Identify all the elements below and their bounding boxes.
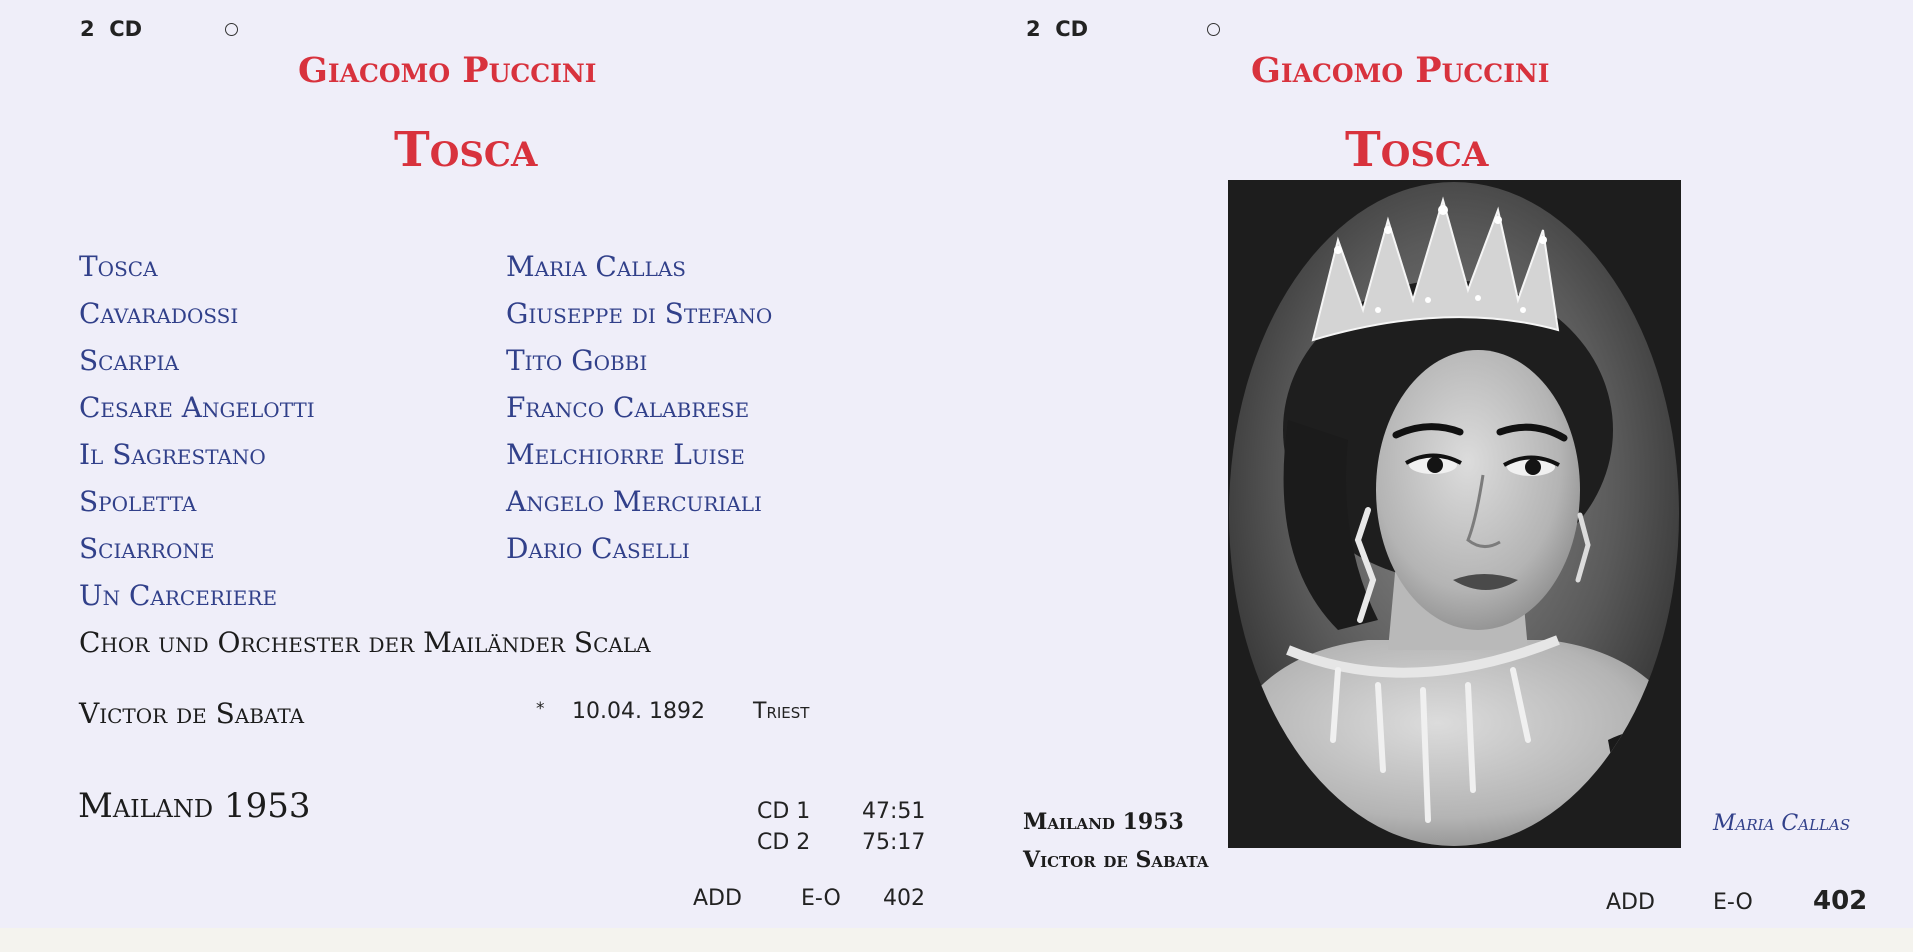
cast-singer: Maria Callas [506, 250, 686, 283]
circle-icon [225, 23, 238, 36]
right-panel [955, 0, 1913, 952]
portrait-illustration [1228, 180, 1681, 848]
birth-date: 10.04. 1892 [572, 699, 705, 724]
track-duration: 47:51 [862, 799, 926, 824]
disc-count-label [1026, 17, 1088, 41]
cast-role: Cesare Angelotti [79, 391, 315, 424]
cast-singer: Angelo Mercuriali [506, 485, 762, 518]
birth-mark: * [536, 699, 545, 719]
disc-unit: CD [109, 17, 143, 41]
track-label: CD 2 [757, 830, 811, 855]
recording-code: ADD [1606, 890, 1655, 915]
left-panel [0, 0, 955, 952]
disc-unit: CD [1055, 17, 1089, 41]
catalog-number: 402 [883, 886, 925, 911]
conductor-credit: Victor de Sabata [1023, 847, 1209, 873]
disc-count-label [80, 17, 142, 41]
track-label: CD 1 [757, 799, 811, 824]
ensemble-credit: Chor und Orchester der Mailänder Scala [79, 626, 651, 659]
portrait-photo [1228, 180, 1681, 848]
cast-role: Il Sagrestano [79, 438, 266, 471]
label-code: E-O [801, 886, 841, 911]
disc-count: 2 [80, 17, 95, 41]
cast-singer: Tito Gobbi [506, 344, 648, 377]
cast-singer: Giuseppe di Stefano [506, 297, 773, 330]
photo-caption: Maria Callas [1713, 811, 1851, 836]
conductor-credit: Victor de Sabata [79, 697, 305, 730]
recording-location: Mailand 1953 [78, 786, 311, 826]
label-code: E-O [1713, 890, 1753, 915]
catalog-number: 402 [1813, 886, 1868, 916]
cast-singer: Franco Calabrese [506, 391, 750, 424]
cast-role: Tosca [79, 250, 158, 283]
cast-role: Cavaradossi [79, 297, 239, 330]
opera-title: Tosca [1345, 122, 1489, 178]
cast-singer: Melchiorre Luise [506, 438, 745, 471]
composer-title: Giacomo Puccini [298, 50, 597, 91]
recording-location: Mailand 1953 [1023, 809, 1184, 835]
composer-title: Giacomo Puccini [1251, 50, 1550, 91]
cast-singer: Dario Caselli [506, 532, 690, 565]
disc-count: 2 [1026, 17, 1041, 41]
opera-title: Tosca [394, 122, 538, 178]
circle-icon [1207, 23, 1220, 36]
cast-role: Un Carceriere [79, 579, 278, 612]
cast-role: Scarpia [79, 344, 179, 377]
cast-role: Sciarrone [79, 532, 215, 565]
birth-place: Triest [753, 699, 810, 724]
track-duration: 75:17 [862, 830, 926, 855]
recording-code: ADD [693, 886, 742, 911]
bottom-margin-strip [0, 928, 1913, 952]
cast-role: Spoletta [79, 485, 197, 518]
